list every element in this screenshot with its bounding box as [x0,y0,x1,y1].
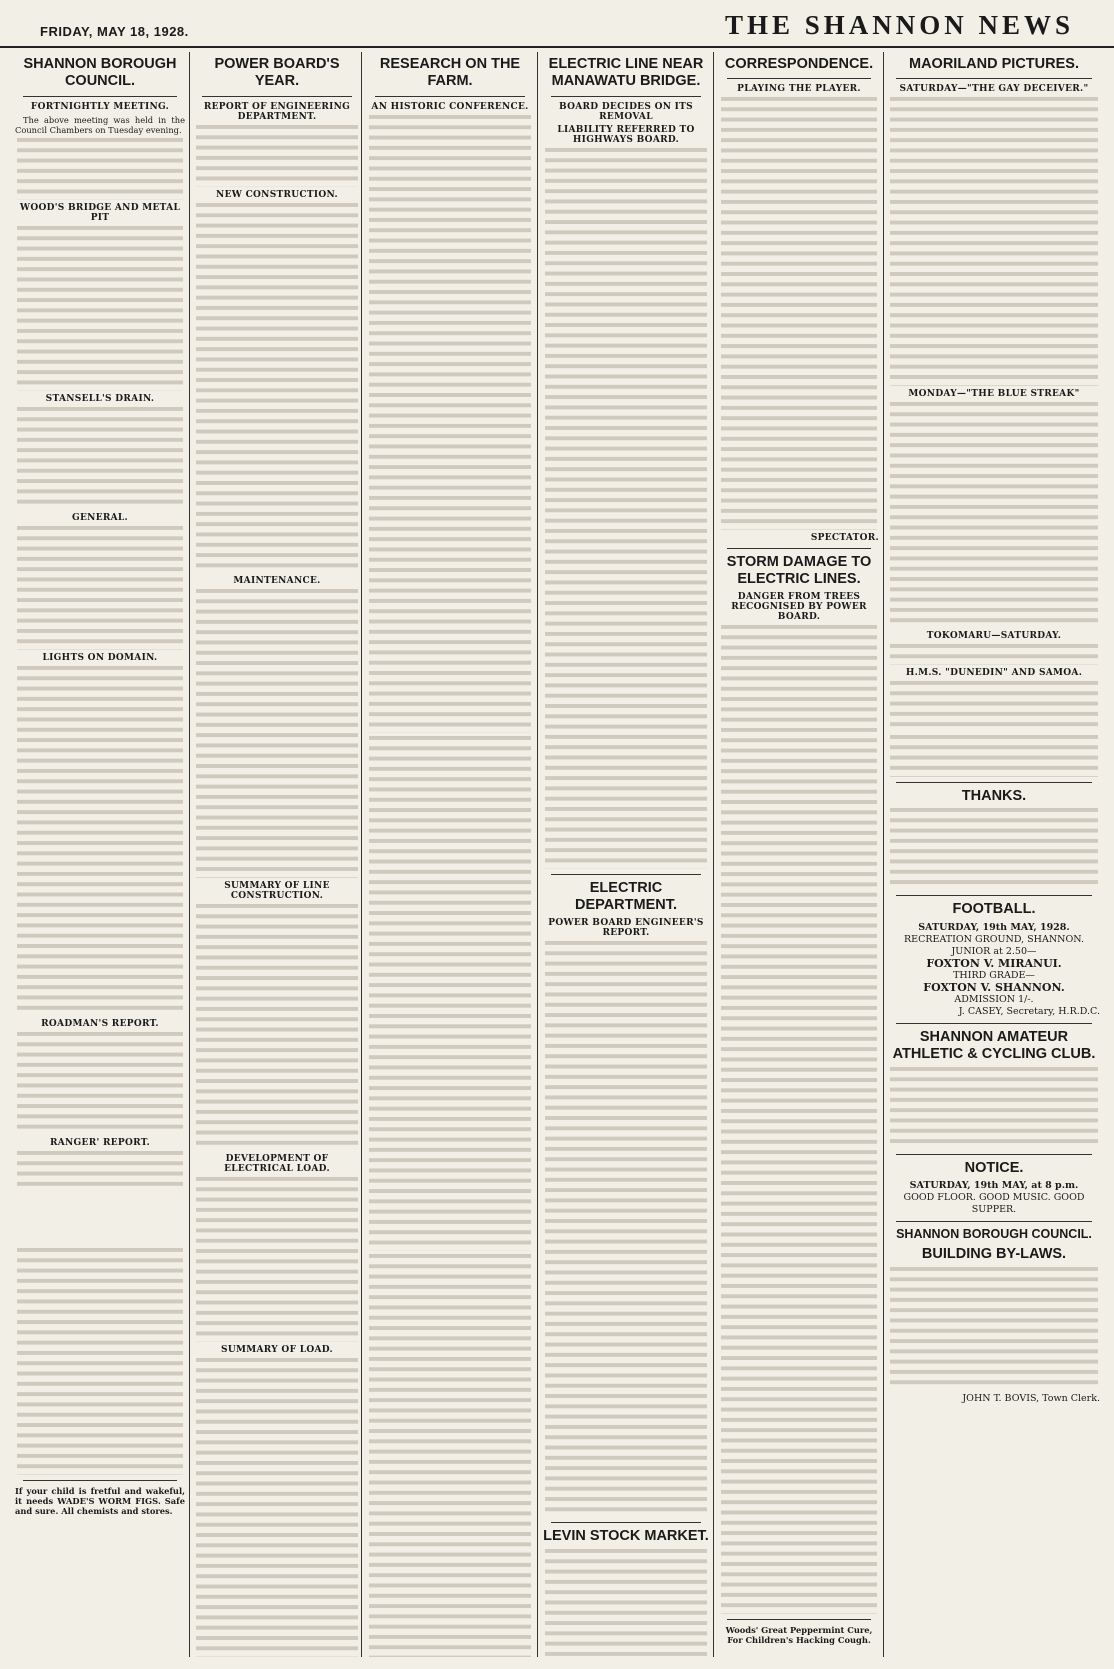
text-placeholder [721,625,877,1614]
football-third-grade: THIRD GRADE— [953,969,1035,981]
text-placeholder [17,407,183,510]
text-placeholder [545,148,707,869]
column-correspondence [719,52,879,1657]
section-subhead: GENERAL. [72,512,128,523]
article-subhead: POWER BOARD ENGINEER'S REPORT. [548,917,704,938]
article-headline: SHANNON BOROUGH COUNCIL. [23,56,177,90]
article-headline: STORM DAMAGE TO ELECTRIC LINES. [726,553,872,588]
text-placeholder [17,138,183,200]
text-placeholder [545,1549,707,1657]
column-research-farm [367,52,533,1657]
text-placeholder [545,941,707,1518]
column-rule [361,52,362,1657]
football-date: SATURDAY, 19th MAY, 1928. [918,921,1070,933]
article-headline: BUILDING BY-LAWS. [921,1246,1067,1263]
article-headline: MAORILAND PICTURES. [909,56,1079,72]
article-headline: RESEARCH ON THE FARM. [379,56,521,90]
text-placeholder [196,1177,358,1342]
text-placeholder [17,1248,183,1475]
text-placeholder [890,735,1098,776]
football-junior: JUNIOR at 2.50— [951,945,1037,957]
section-subhead: MONDAY—"THE BLUE STREAK" [908,388,1080,399]
football-ground: RECREATION GROUND, SHANNON. [904,933,1084,945]
section-subhead: STANSELL'S DRAIN. [45,393,155,404]
article-subhead: FORTNIGHTLY MEETING. [30,101,170,112]
section-subhead: MAINTENANCE. [233,576,321,587]
article-subhead: AN HISTORIC CONFERENCE. [371,101,529,112]
article-subhead: BOARD DECIDES ON ITS REMOVAL [559,101,693,122]
town-clerk-signature: JOHN T. BOVIS, Town Clerk. [962,1393,1100,1405]
text-placeholder [721,97,877,530]
section-subhead: SUMMARY OF LINE CONSTRUCTION. [224,880,330,901]
article-subhead: PLAYING THE PLAYER. [737,84,861,95]
newspaper-title: THE SHANNON NEWS [724,10,1074,40]
text-placeholder [890,97,1098,385]
section-subhead: SUMMARY OF LOAD. [221,1344,333,1355]
text-placeholder [196,904,358,1151]
football-admission: ADMISSION 1/-. [954,993,1034,1005]
football-match: FOXTON V. SHANNON. [923,980,1065,994]
column-power-board [194,52,360,1657]
column-borough-council [15,52,185,1657]
section-subhead: ROADMAN'S REPORT. [41,1018,159,1029]
text-placeholder [17,526,183,650]
football-advertisement [888,922,1100,1018]
advertisement-text: If your child is fretful and wakeful, it needs WADE'S WORM FIGS. Safe and sure. All chemists and stores. [15,1485,185,1517]
advertisement-text: Woods' Great Peppermint Cure, For Children's Hacking Cough. [725,1624,873,1645]
text-placeholder [196,589,358,877]
section-subhead: LIGHTS ON DOMAIN. [42,652,158,663]
article-subhead: DANGER FROM TREES RECOGNISED BY POWER BOARD. [731,591,867,622]
column-pictures-notices [888,52,1100,1657]
text-placeholder [890,644,1098,665]
text-placeholder [369,736,531,1251]
column-rule [189,52,190,1657]
letter-signoff: SPECTATOR. [810,532,879,543]
football-secretary: J. CASEY, Secretary, H.R.D.C. [958,1005,1100,1017]
article-subhead: REPORT OF ENGINEERING DEPARTMENT. [203,101,351,122]
column-rule [883,52,884,1657]
section-subhead: TOKOMARU—SATURDAY. [926,631,1062,642]
article-headline: NOTICE. [964,1160,1024,1176]
football-match: FOXTON V. MIRANUI. [926,956,1062,970]
text-placeholder [369,115,531,733]
text-placeholder [196,1358,358,1657]
section-subhead: WOOD'S BRIDGE AND METAL PIT [19,203,181,224]
column-rule [537,52,538,1657]
text-placeholder [196,203,358,574]
section-subhead: RANGER' REPORT. [49,1137,151,1148]
text-placeholder [890,1267,1098,1391]
section-subhead: H.M.S. "DUNEDIN" AND SAMOA. [905,667,1083,678]
article-headline: SHANNON BOROUGH COUNCIL. [896,1227,1092,1242]
article-headline: FOOTBALL. [952,901,1036,918]
article-headline: POWER BOARD'S YEAR. [214,56,340,90]
text-placeholder [890,808,1098,890]
column-rule [713,52,714,1657]
section-subhead: NEW CONSTRUCTION. [216,189,338,200]
text-placeholder [890,402,1098,629]
masthead [0,0,1114,48]
text-placeholder [196,125,358,187]
column-electric-line [543,52,709,1657]
article-headline: ELECTRIC LINE NEAR MANAWATU BRIDGE. [548,56,704,90]
article-headline: ELECTRIC DEPARTMENT. [574,879,678,914]
article-headline: LEVIN STOCK MARKET. [543,1528,709,1545]
dance-details: GOOD FLOOR. GOOD MUSIC. GOOD SUPPER. [903,1192,1085,1216]
article-subhead: SATURDAY—"THE GAY DECEIVER." [899,84,1089,95]
text-placeholder [17,1032,183,1135]
text-placeholder [17,666,183,1016]
article-headline: THANKS. [961,787,1027,804]
text-placeholder [369,1254,531,1657]
text-placeholder [17,1151,183,1192]
article-headline: SHANNON AMATEUR ATHLETIC & CYCLING CLUB. [892,1028,1096,1063]
dance-notice [888,1180,1100,1216]
article-subhead: LIABILITY REFERRED TO HIGHWAYS BOARD. [557,124,695,145]
article-paragraph: The above meeting was held in the Council Chambers on Tuesday evening. [15,114,185,136]
text-placeholder [17,226,183,391]
article-headline: CORRESPONDENCE. [724,56,874,72]
text-placeholder [890,1067,1098,1149]
issue-date: FRIDAY, MAY 18, 1928. [40,24,189,39]
section-subhead: DEVELOPMENT OF ELECTRICAL LOAD. [224,1153,330,1174]
text-placeholder [890,681,1098,733]
dance-date: SATURDAY, 19th MAY, at 8 p.m. [909,1180,1079,1192]
